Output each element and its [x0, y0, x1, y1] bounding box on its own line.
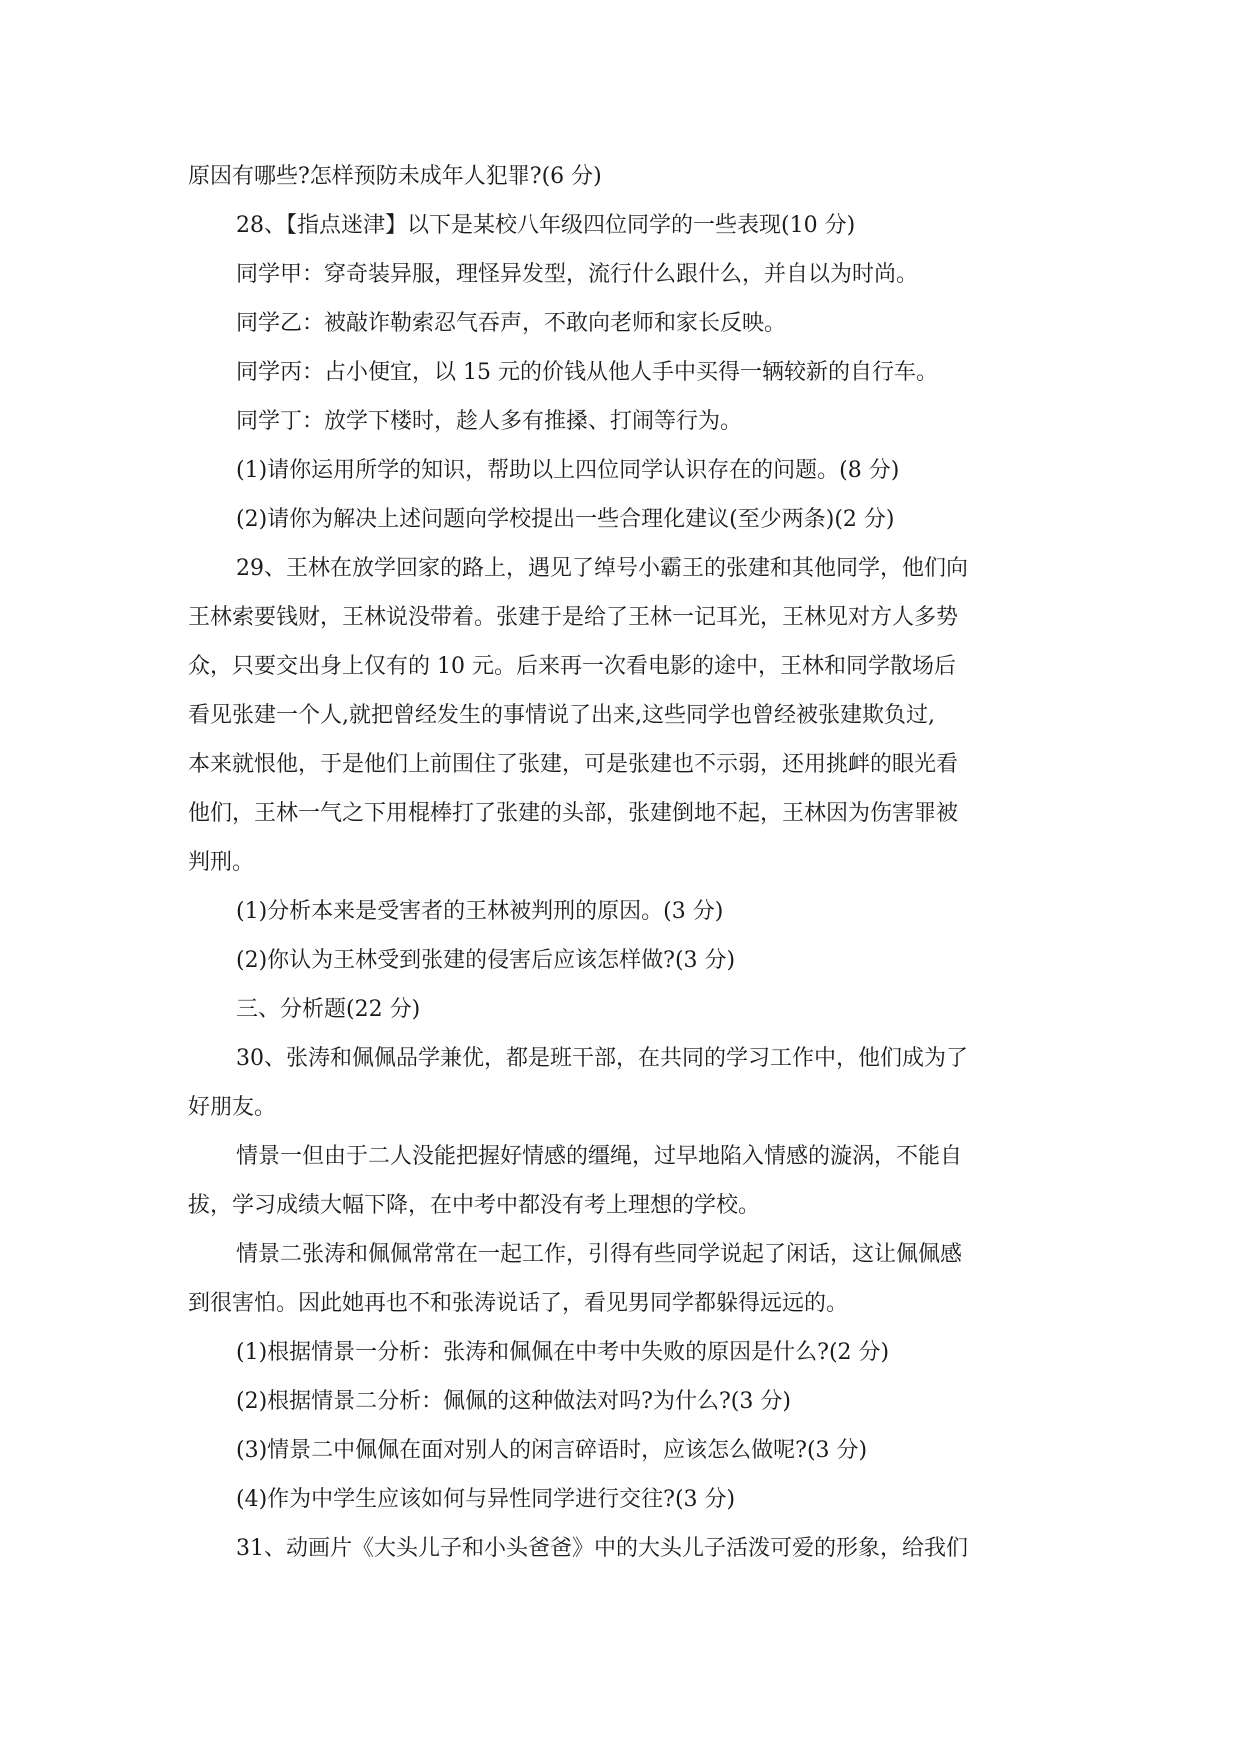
text-line: 到很害怕。因此她再也不和张涛说话了，看见男同学都躲得远远的。	[188, 1291, 849, 1316]
sub-question: (1)请你运用所学的知识，帮助以上四位同学认识存在的问题。(8 分)	[236, 458, 900, 483]
text-line: 同学丁：放学下楼时，趁人多有推搡、打闹等行为。	[236, 409, 743, 434]
question-28-heading: 28、【指点迷津】以下是某校八年级四位同学的一些表现(10 分)	[236, 213, 856, 238]
sub-question: (2)根据情景二分析：佩佩的这种做法对吗?为什么?(3 分)	[236, 1389, 791, 1414]
text-line: 同学乙：被敲诈勒索忍气吞声，不敢向老师和家长反映。	[236, 311, 787, 336]
text-line: 王林索要钱财，王林说没带着。张建于是给了王林一记耳光，王林见对方人多势	[188, 605, 959, 630]
sub-question: (2)你认为王林受到张建的侵害后应该怎样做?(3 分)	[236, 948, 736, 973]
text-line: 原因有哪些?怎样预防未成年人犯罪?(6 分)	[188, 164, 602, 189]
sub-question: (3)情景二中佩佩在面对别人的闲言碎语时，应该怎么做呢?(3 分)	[236, 1438, 868, 1463]
question-31-heading: 31、动画片《大头儿子和小头爸爸》中的大头儿子活泼可爱的形象，给我们	[236, 1536, 968, 1561]
document-body	[188, 152, 1060, 1573]
text-line: 好朋友。	[188, 1095, 277, 1120]
text-line: 众，只要交出身上仅有的 10 元。后来再一次看电影的途中，王林和同学散场后	[188, 654, 956, 679]
question-29-heading: 29、王林在放学回家的路上，遇见了绰号小霸王的张建和其他同学，他们向	[236, 556, 968, 581]
text-line: 他们，王林一气之下用棍棒打了张建的头部，张建倒地不起，王林因为伤害罪被	[188, 801, 959, 826]
sub-question: (4)作为中学生应该如何与异性同学进行交往?(3 分)	[236, 1487, 736, 1512]
sub-question: (1)分析本来是受害者的王林被判刑的原因。(3 分)	[236, 899, 724, 924]
text-line: 同学甲：穿奇装异服，理怪异发型，流行什么跟什么，并自以为时尚。	[236, 262, 919, 287]
text-line: 看见张建一个人,就把曾经发生的事情说了出来,这些同学也曾经被张建欺负过,	[188, 703, 935, 728]
text-line: 情景二张涛和佩佩常常在一起工作，引得有些同学说起了闲话，这让佩佩感	[236, 1242, 963, 1267]
question-30-heading: 30、张涛和佩佩品学兼优，都是班干部，在共同的学习工作中，他们成为了	[236, 1046, 968, 1071]
text-line: 判刑。	[188, 850, 255, 875]
sub-question: (2)请你为解决上述问题向学校提出一些合理化建议(至少两条)(2 分)	[236, 507, 895, 532]
text-line: 同学丙：占小便宜，以 15 元的价钱从他人手中买得一辆较新的自行车。	[236, 360, 938, 385]
text-line: 拔，学习成绩大幅下降，在中考中都没有考上理想的学校。	[188, 1193, 761, 1218]
text-line: 情景一但由于二人没能把握好情感的缰绳，过早地陷入情感的漩涡，不能自	[236, 1144, 963, 1169]
sub-question: (1)根据情景一分析：张涛和佩佩在中考中失败的原因是什么?(2 分)	[236, 1340, 890, 1365]
text-line: 本来就恨他，于是他们上前围住了张建，可是张建也不示弱，还用挑衅的眼光看	[188, 752, 959, 777]
section-heading: 三、分析题(22 分)	[236, 997, 421, 1022]
